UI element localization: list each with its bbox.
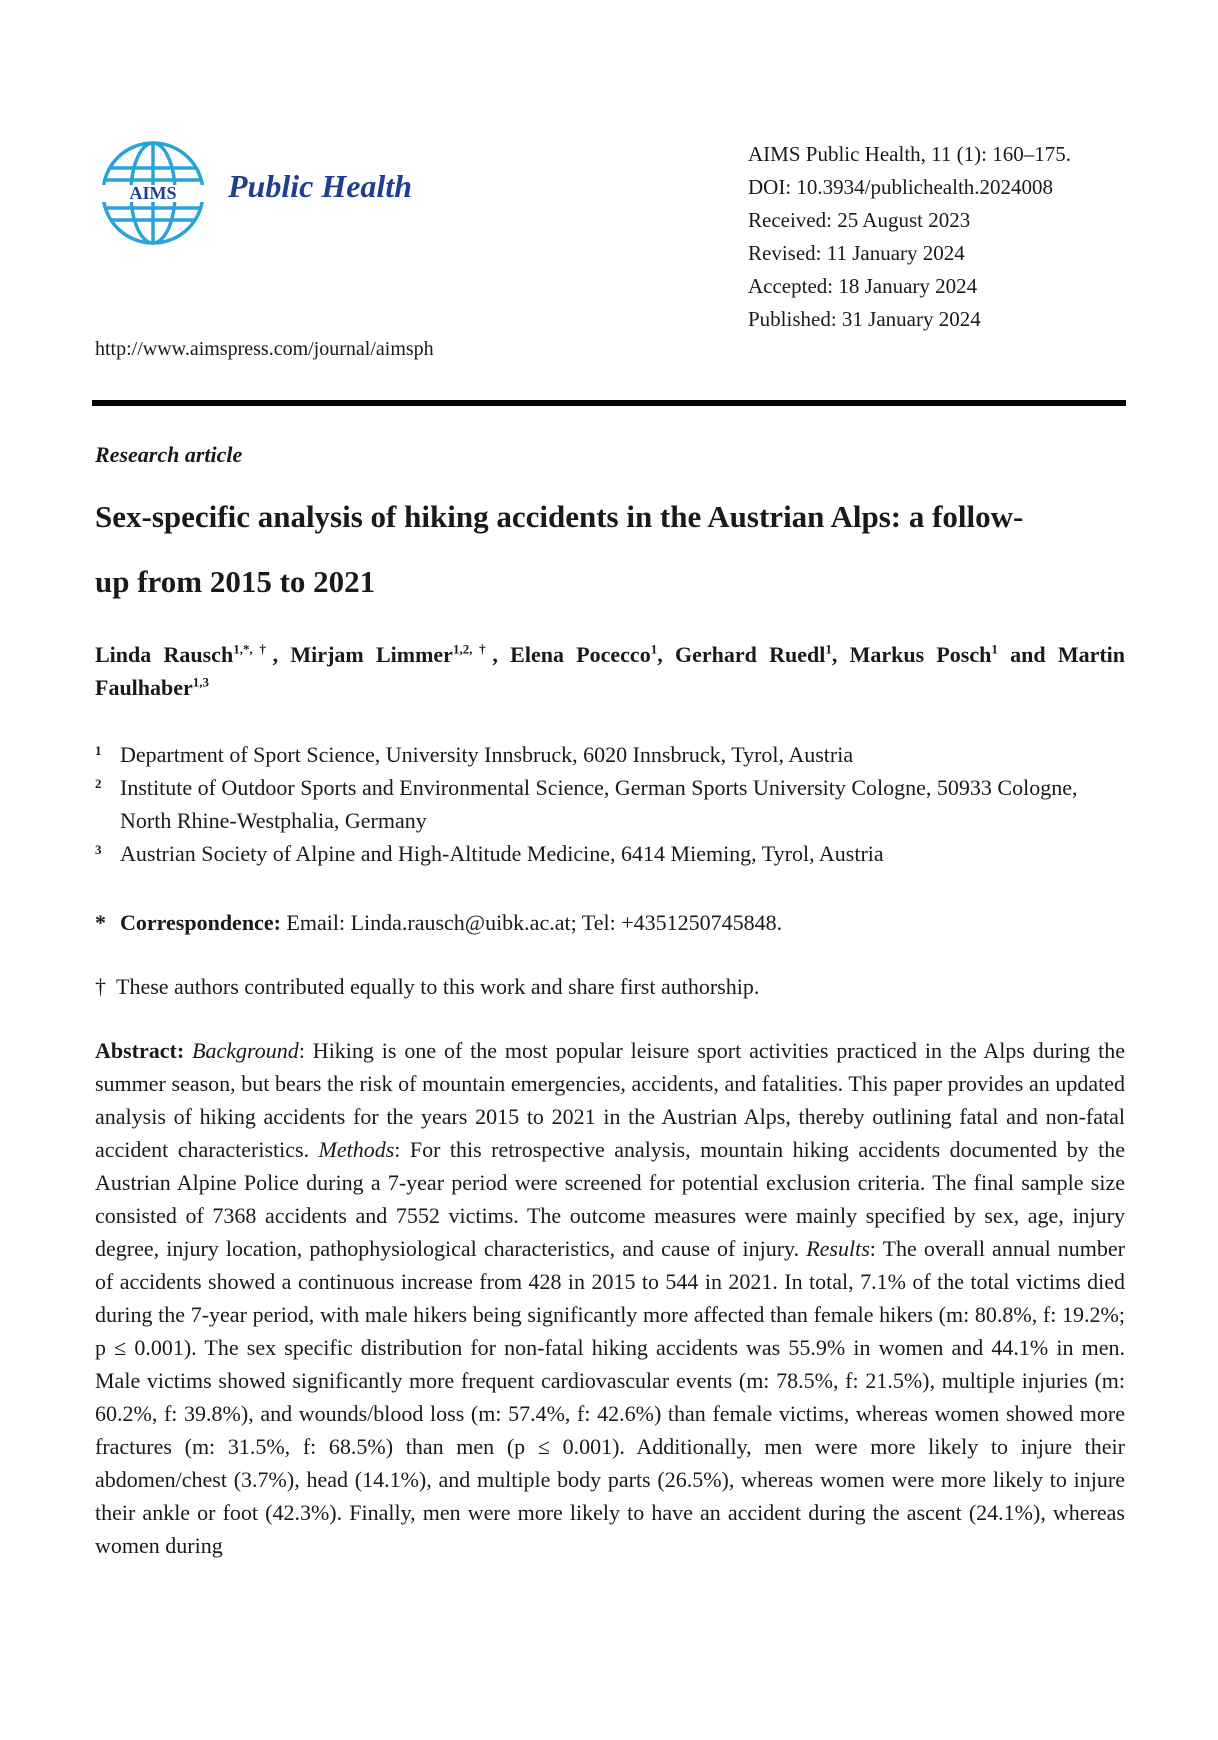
affiliation-text: Department of Sport Science, University Innsbruck, 6020 Innsbruck, Tyrol, Austria [120, 742, 854, 767]
publication-meta [748, 138, 1071, 336]
author-name: Martin Faulhaber [95, 642, 1126, 700]
author-name: Mirjam Limmer [290, 642, 453, 667]
journal-url-link[interactable]: http://www.aimspress.com/journal/aimsph [95, 338, 434, 360]
correspondence [95, 906, 782, 939]
revised-date: Revised: 11 January 2024 [748, 241, 965, 265]
journal-name: Public Health [228, 168, 412, 204]
author-name: Elena Pocecco [510, 642, 651, 667]
author-affil-sup: 1,*,† [233, 641, 273, 657]
affiliation-number: 2 [95, 776, 102, 791]
logo-text: AIMS [129, 183, 177, 203]
methods-text: : For this retrospective analysis, mountain hiking accidents documented by the Austrian Alpine Police during a 7-year period were screened for potential exclusion criteria. The final sample size consisted of 7368 accidents and 7552 victims. The outcome measures were mainly specified by sex, age, injury degree, injury location, pathophysiological characteristics, and cause of injury. [95, 1137, 1125, 1261]
doi[interactable]: DOI: 10.3934/publichealth.2024008 [748, 175, 1054, 199]
affiliation-number: 3 [95, 842, 102, 857]
background-label: Background [192, 1038, 299, 1063]
article-type: Research article [95, 442, 243, 467]
author-name: Gerhard Ruedl [674, 642, 826, 667]
author-name: Markus Posch [849, 642, 992, 667]
affiliation-item [95, 738, 1125, 771]
affiliation-item [95, 771, 1125, 837]
affiliation-list [95, 738, 1125, 870]
author-separator: , [272, 642, 291, 667]
correspondence-label: Correspondence: [120, 910, 281, 935]
correspondence-marker: * [95, 910, 106, 935]
received-date: Received: 25 August 2023 [748, 208, 971, 232]
results-text: : The overall annual number of accidents showed a continuous increase from 428 in 2015 to 544 in 2021. In total, 7.1% of the total victims died during the 7-year period, with male hikers being significantly more affected than female hikers (m: 80.8%, f: 19.2%; p ≤ 0.001). The sex specific distribution for non-fatal hiking accidents was 55.9% in women and 44.1% in men. Male victims showed significantly more frequent cardiovascular events (m: 78.5%, f: 21.5%), multiple injuries (m: 60.2%, f: 39.8%), and wounds/blood loss (m: 57.4%, f: 42.6%) than female victims, whereas women showed more fractures (m: 31.5%, f: 68.5%) than men (p ≤ 0.001). Additionally, men were more likely to injure their abdomen/chest (3.7%), head (14.1%), and multiple body parts (26.5%), whereas women were more likely to injure their ankle or foot (42.3%). Finally, men were more likely to have an accident during the ascent (24.1%), whereas women during [95, 1236, 1125, 1558]
author-affil-sup: 1 [991, 641, 998, 657]
background-text: : Hiking is one of the most popular leisure sport activities practiced in the Alps during the summer season, but bears the risk of mountain emergencies, accidents, and fatalities. This paper provides an updated analysis of hiking accidents for the years 2015 to 2021 in the Austrian Alps, thereby outlining fatal and non-fatal accident characteristics. [95, 1038, 1126, 1162]
equal-contribution-text: These authors contributed equally to this work and share first authorship. [116, 974, 760, 999]
author-separator: , [657, 642, 675, 667]
author-list [95, 638, 1125, 704]
author-separator: , [831, 642, 850, 667]
abstract [95, 1034, 1125, 1562]
published-date: Published: 31 January 2024 [748, 307, 981, 331]
author-affil-sup: 1,2,† [452, 641, 493, 657]
author-affil-sup: 1 [825, 641, 832, 657]
title-line-2: up from 2015 to 2021 [95, 564, 376, 599]
methods-label: Methods [318, 1137, 395, 1162]
article-title [95, 484, 1125, 614]
author-affil-sup: 1 [650, 641, 658, 657]
author-name: Linda Rausch [95, 642, 234, 667]
aims-globe-logo-icon [98, 138, 208, 248]
header-divider [92, 400, 1126, 406]
abstract-label: Abstract: [95, 1038, 185, 1063]
results-label: Results [806, 1236, 870, 1261]
affiliation-text: Institute of Outdoor Sports and Environmental Science, German Sports University Cologne, 50933 Cologne, North Rhine-Westphalia, Germany [120, 775, 1078, 833]
author-separator: and [997, 642, 1058, 667]
correspondence-contact[interactable]: Email: Linda.rausch@uibk.ac.at; Tel: +4351250745848. [286, 910, 783, 935]
accepted-date: Accepted: 18 January 2024 [748, 274, 978, 298]
affiliation-text: Austrian Society of Alpine and High-Altitude Medicine, 6414 Mieming, Tyrol, Austria [120, 841, 884, 866]
title-line-1: Sex-specific analysis of hiking accidents in the Austrian Alps: a follow- [95, 499, 1024, 534]
author-separator: , [492, 642, 511, 667]
affiliation-item [95, 837, 1125, 870]
author-affil-sup: 1,3 [192, 674, 210, 690]
dagger-marker: † [95, 974, 106, 999]
affiliation-number: 1 [95, 743, 102, 758]
citation: AIMS Public Health, 11 (1): 160–175. [748, 142, 1071, 166]
equal-contribution-note [95, 970, 759, 1003]
